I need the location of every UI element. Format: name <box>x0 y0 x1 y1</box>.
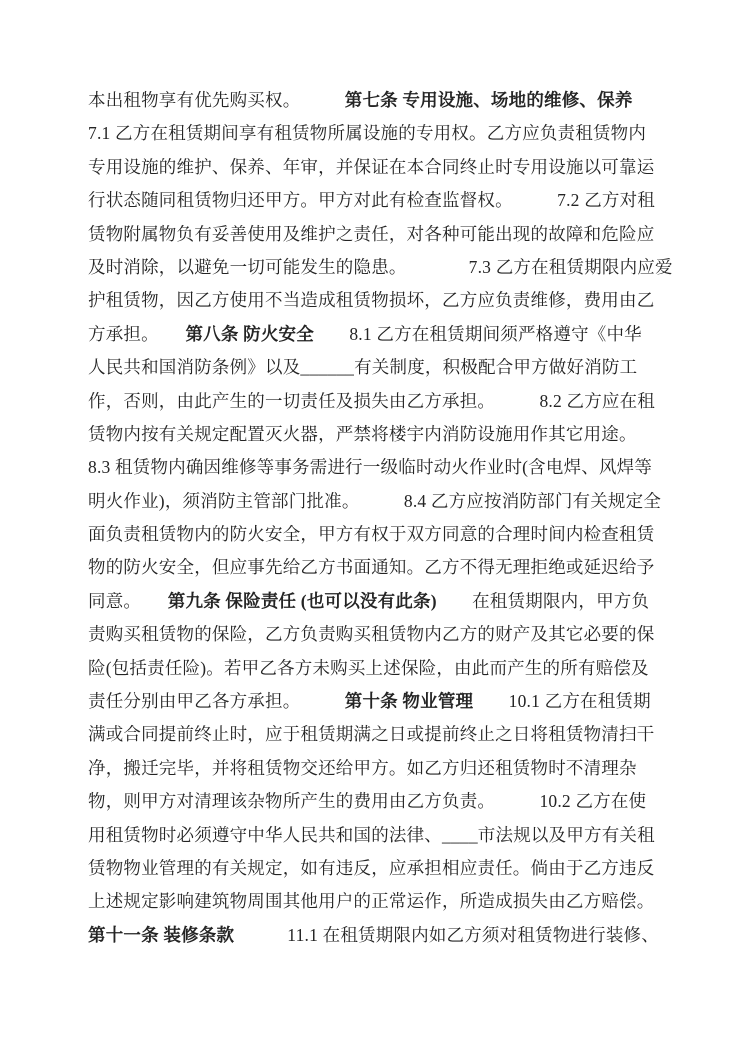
document-line <box>88 84 684 117</box>
section-heading: 第十条 物业管理 <box>344 691 474 712</box>
document-line <box>88 418 684 451</box>
document-line <box>88 885 684 918</box>
document-line <box>88 618 684 651</box>
text-run: 在租赁期限内，甲方负 <box>436 590 650 611</box>
text-run: 面负责租赁物内的防火安全，甲方有权于双方同意的合理时间内检查租赁 <box>88 524 655 545</box>
text-run: 作，否则，由此产生的一切责任及损失由乙方承担。 8.2 乙方应在租 <box>88 390 655 411</box>
text-run: 人民共和国消防条例》以及______有关制度，积极配合甲方做好消防工 <box>88 357 638 378</box>
document-line <box>88 819 684 852</box>
text-run: 责任分别由甲乙各方承担。 <box>88 691 345 712</box>
text-run: 责购买租赁物的保险，乙方负责购买租赁物内乙方的财产及其它必要的保 <box>88 624 655 645</box>
document-line <box>88 685 684 718</box>
text-run: 赁物附属物负有妥善使用及维护之责任，对各种可能出现的故障和危险应 <box>88 223 655 244</box>
text-run: 行状态随同租赁物归还甲方。甲方对此有检查监督权。 7.2 乙方对租 <box>88 190 655 211</box>
document-line <box>88 485 684 518</box>
document-body <box>88 84 684 952</box>
section-heading: 第七条 专用设施、场地的维修、保养 <box>344 90 633 110</box>
document-line <box>88 351 684 384</box>
document-line <box>88 218 684 251</box>
text-run: 净，搬迁完毕，并将租赁物交还给甲方。如乙方归还租赁物时不清理杂 <box>88 757 637 778</box>
text-run: 满或合同提前终止时，应于租赁期满之日或提前终止之日将租赁物清扫干 <box>88 724 655 745</box>
document-line <box>88 718 684 751</box>
document-line <box>88 919 684 952</box>
text-run: 本出租物享有优先购买权。 <box>88 90 345 110</box>
section-heading: 第十一条 装修条款 <box>88 924 235 945</box>
text-run: 同意。 <box>88 590 168 611</box>
document-line <box>88 551 684 584</box>
document-line <box>88 752 684 785</box>
text-run: 8.1 乙方在租赁期间须严格遵守《中华 <box>313 323 642 344</box>
document-line <box>88 284 684 317</box>
text-run: 及时消除，以避免一切可能发生的隐患。 7.3 乙方在租赁期限内应爱 <box>88 256 673 277</box>
text-run: 护租赁物，因乙方使用不当造成租赁物损坏，乙方应负责维修，费用由乙 <box>88 290 655 311</box>
text-run: 物的防火安全，但应事先给乙方书面通知。乙方不得无理拒绝或延迟给予 <box>88 557 655 578</box>
document-line <box>88 385 684 418</box>
document-line <box>88 117 684 150</box>
text-run: 上述规定影响建筑物周围其他用户的正常运作，所造成损失由乙方赔偿。 <box>88 891 655 912</box>
document-line <box>88 451 684 484</box>
text-run: 8.3 租赁物内确因维修等事务需进行一级临时动火作业时(含电焊、风焊等 <box>88 457 653 478</box>
text-run: 物，则甲方对清理该杂物所产生的费用由乙方负责。 10.2 乙方在使 <box>88 791 647 812</box>
section-heading: 第八条 防火安全 <box>185 323 314 344</box>
text-run: 明火作业)，须消防主管部门批准。 8.4 乙方应按消防部门有关规定全 <box>88 490 662 511</box>
document-line <box>88 852 684 885</box>
text-run: 用租赁物时必须遵守中华人民共和国的法律、____市法规以及甲方有关租 <box>88 824 655 845</box>
text-run: 11.1 在租赁期限内如乙方须对租赁物进行装修、 <box>234 924 659 945</box>
document-line <box>88 151 684 184</box>
document-line <box>88 318 684 351</box>
document-line <box>88 518 684 551</box>
document-line <box>88 785 684 818</box>
text-run: 7.1 乙方在租赁期间享有租赁物所属设施的专用权。乙方应负责租赁物内 <box>88 123 647 144</box>
document-line <box>88 251 684 284</box>
section-heading: 第九条 保险责任 (也可以没有此条) <box>167 590 437 611</box>
document-line <box>88 184 684 217</box>
text-run: 专用设施的维护、保养、年审，并保证在本合同终止时专用设施以可靠运 <box>88 156 655 177</box>
text-run: 险(包括责任险)。若甲乙各方未购买上述保险，由此而产生的所有赔偿及 <box>88 657 649 678</box>
text-run: 方承担。 <box>88 323 186 344</box>
document-line <box>88 585 684 618</box>
text-run: 赁物内按有关规定配置灭火器，严禁将楼宇内消防设施用作其它用途。 <box>88 423 637 444</box>
text-run: 赁物物业管理的有关规定，如有违反，应承担相应责任。倘由于乙方违反 <box>88 857 655 878</box>
document-line <box>88 652 684 685</box>
text-run: 10.1 乙方在租赁期 <box>473 691 651 712</box>
